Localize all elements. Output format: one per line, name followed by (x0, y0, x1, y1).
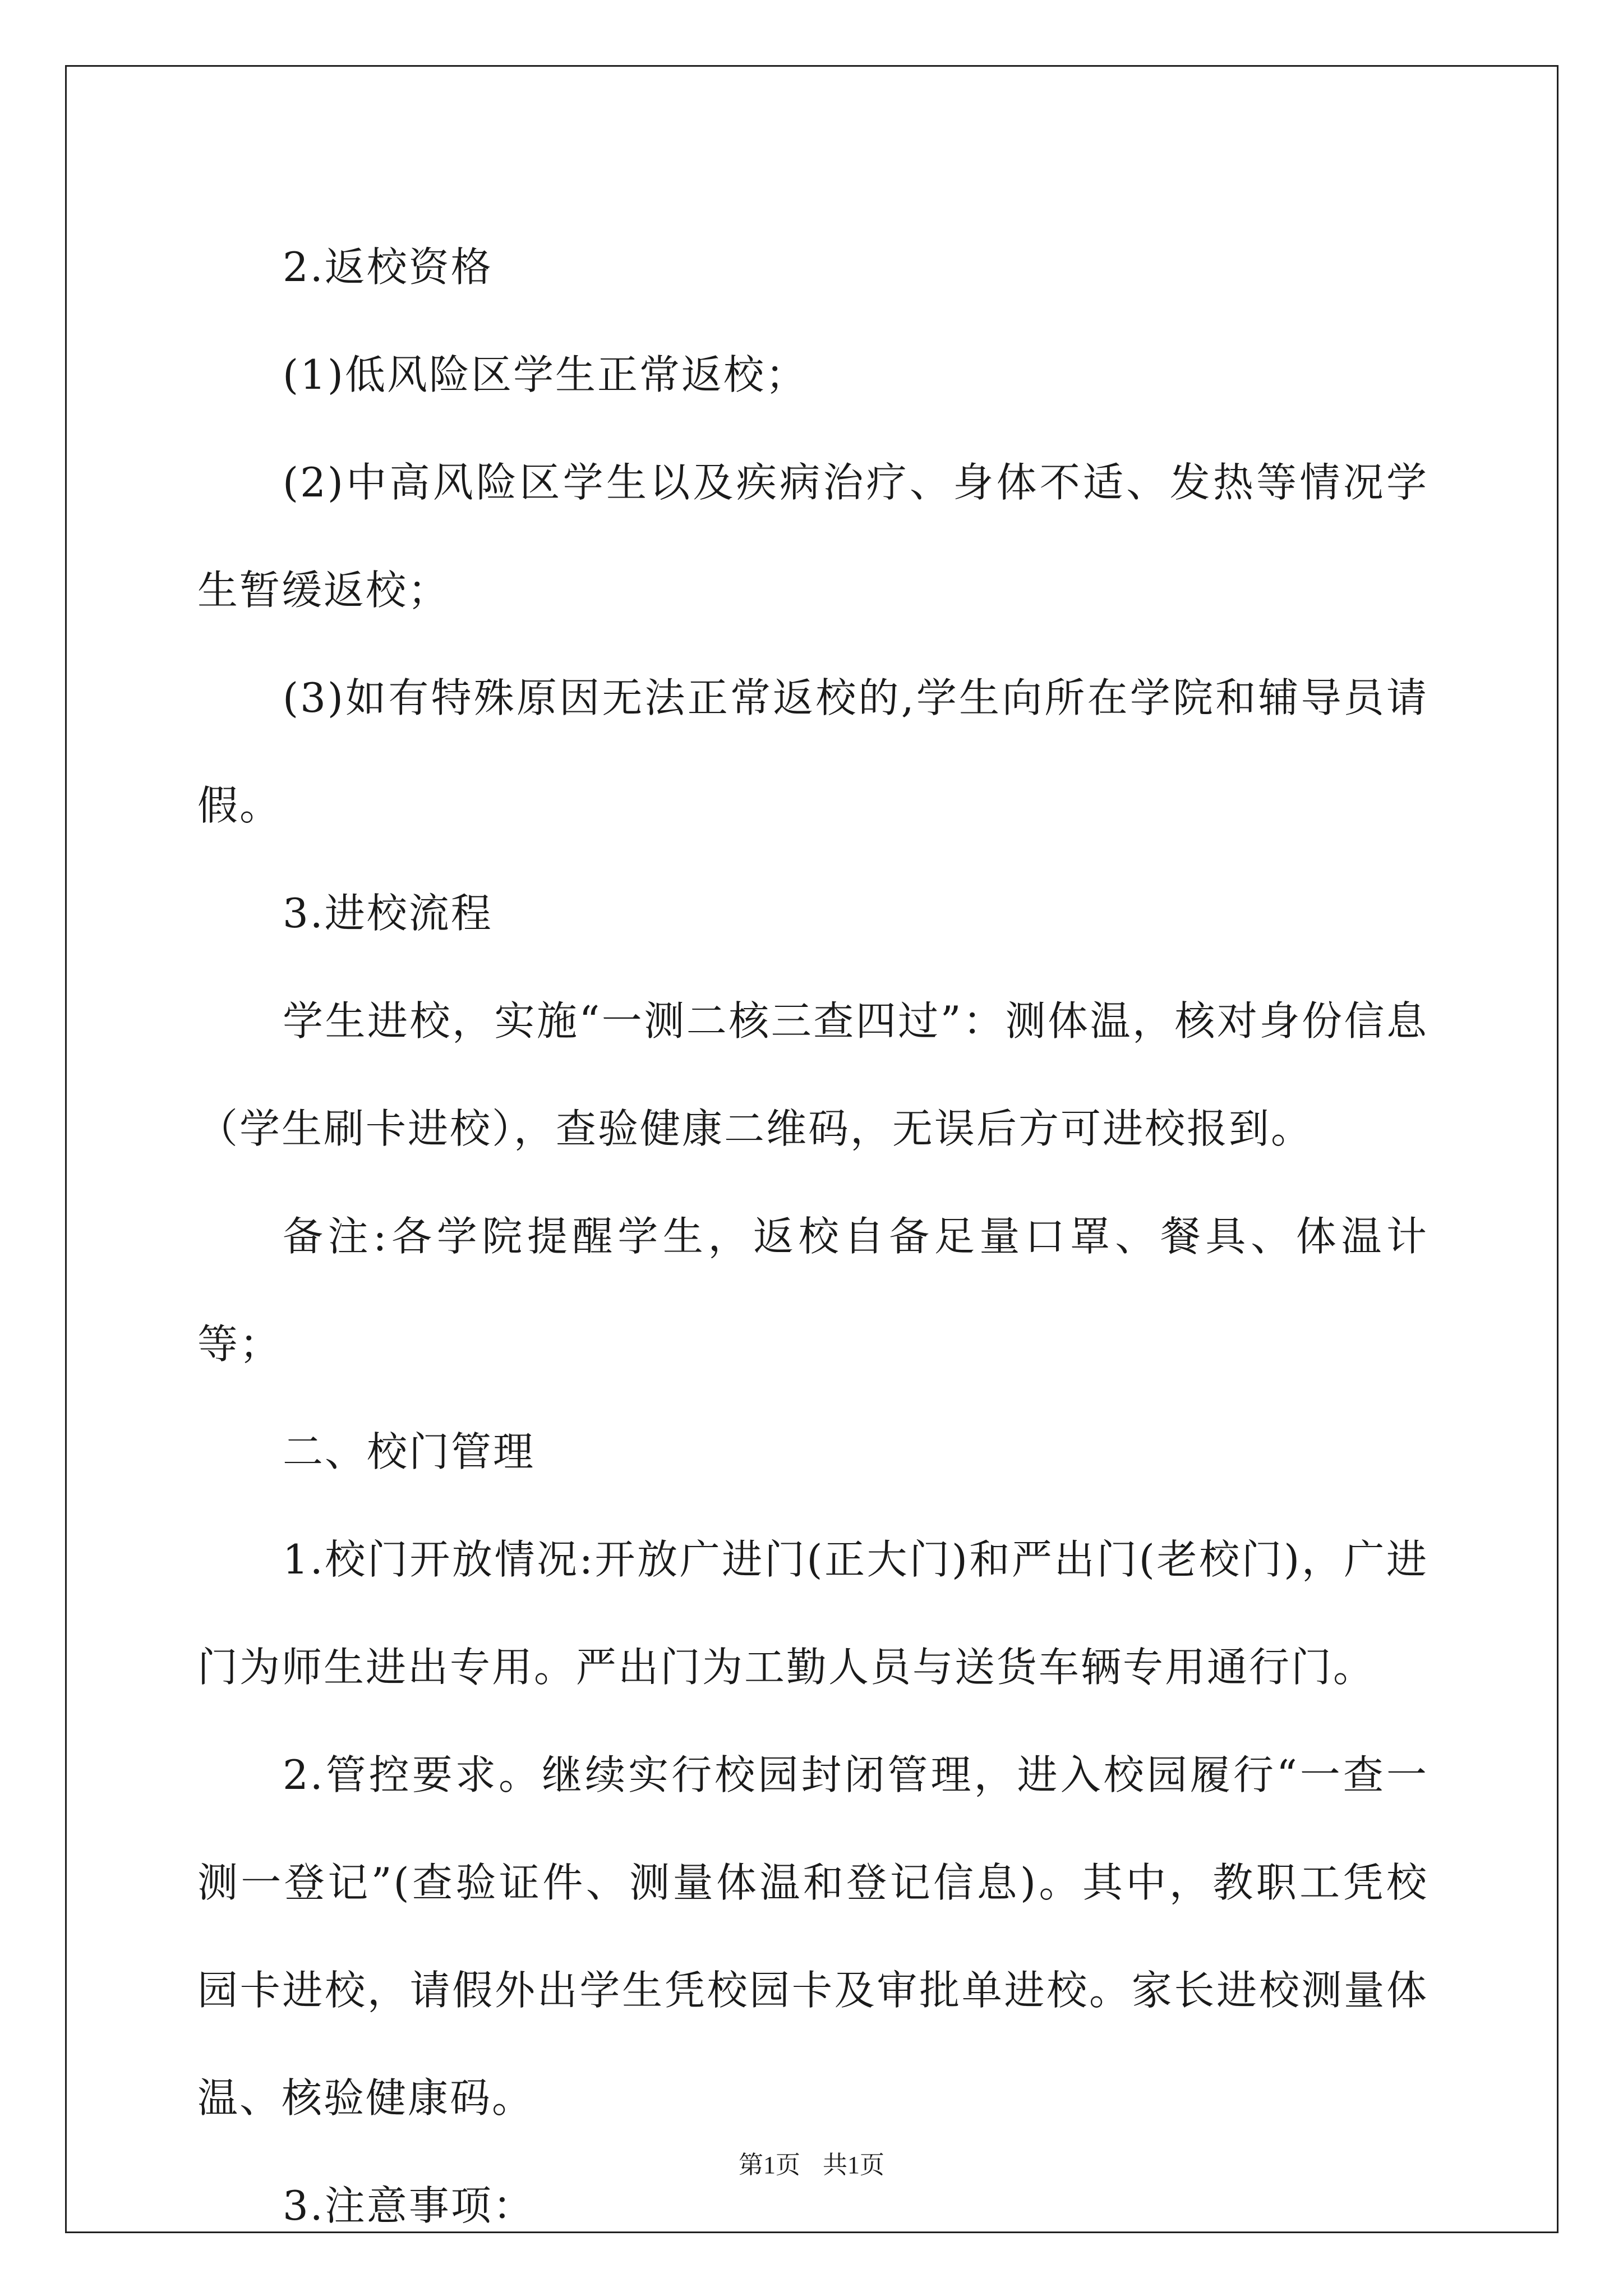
paragraph-entry-check: 学生进校，实施“一测二核三查四过”：测体温，核对身份信息（学生刷卡进校），查验健康二维码，无误后方可进校报到。 (197, 997, 1428, 1152)
page-footer (0, 2148, 1623, 2182)
page-total: 共1页 (823, 2151, 884, 2179)
paragraph-low-risk: (1)低风险区学生正常返校； (283, 351, 808, 398)
paragraph-remark: 备注:各学院提醒学生，返校自备足量口罩、餐具、体温计等； (197, 1213, 1428, 1368)
section-heading-return-eligibility: 2.返校资格 (283, 243, 493, 291)
paragraph-special-reason: (3)如有特殊原因无法正常返校的,学生向所在学院和辅导员请假。 (197, 674, 1428, 829)
page-number: 第1页 (739, 2151, 800, 2179)
paragraph-high-risk: (2)中高风险区学生以及疾病治疗、身体不适、发热等情况学生暂缓返校； (197, 459, 1428, 614)
section-heading-gate-management: 二、校门管理 (283, 1428, 536, 1475)
paragraph-gate-opening: 1.校门开放情况:开放广进门(正大门)和严出门(老校门)，广进门为师生进出专用。严出门为工勤人员与送货车辆专用通行门。 (197, 1536, 1428, 1691)
section-heading-entry-process: 3.进校流程 (283, 890, 493, 937)
section-heading-notes: 3.注意事项： (283, 2182, 535, 2229)
document-body (197, 213, 1428, 2260)
paragraph-control-requirements: 2.管控要求。继续实行校园封闭管理，进入校园履行“一查一测一登记”(查验证件、测量体温和登记信息)。其中，教职工凭校园卡进校，请假外出学生凭校园卡及审批单进校。家长进校测量体温、核验健康码。 (197, 1751, 1428, 2122)
